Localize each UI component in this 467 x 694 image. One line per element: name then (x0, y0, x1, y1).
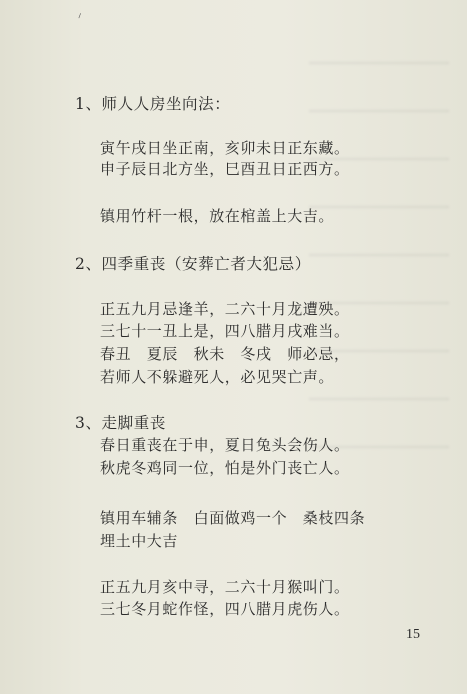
section-1-line-2: 申子辰日北方坐，巳酉丑日正西方。 (100, 160, 350, 178)
section-2-line-1: 正五九月忌逢羊，二六十月龙遭殃。 (100, 300, 350, 318)
section-1-line-3: 镇用竹杆一根，放在棺盖上大吉。 (100, 207, 335, 225)
section-3-line-5: 正五九月亥中寻，二六十月猴叫门。 (100, 578, 350, 596)
section-3-line-4: 埋土中大吉 (100, 532, 179, 550)
section-3-line-1: 春日重丧在于申，夏日兔头会伤人。 (100, 436, 350, 454)
section-3-heading: 3、走脚重丧 (75, 414, 166, 432)
section-3-line-3: 镇用车辅条 白面做鸡一个 桑枝四条 (100, 509, 366, 527)
show-through-text (309, 38, 449, 458)
section-2-heading: 2、四季重丧（安葬亡者大犯忌） (75, 255, 311, 273)
section-2-line-3: 春丑 夏辰 秋未 冬戌 师必忌， (100, 345, 350, 363)
section-3-line-6: 三七冬月蛇作怪，四八腊月虎伤人。 (100, 600, 350, 618)
section-3-line-2: 秋虎冬鸡同一位，怕是外门丧亡人。 (100, 459, 350, 477)
section-1-line-1: 寅午戌日坐正南，亥卯未日正东藏。 (100, 139, 350, 157)
page-mark: ⸝ (73, 6, 84, 21)
page-number: 15 (406, 627, 420, 642)
section-2-line-4: 若师人不躲避死人，必见哭亡声。 (100, 368, 335, 386)
section-1-heading: 1、师人人房坐向法： (75, 95, 231, 113)
section-2-line-2: 三七十一丑上是，四八腊月戌难当。 (100, 322, 350, 340)
